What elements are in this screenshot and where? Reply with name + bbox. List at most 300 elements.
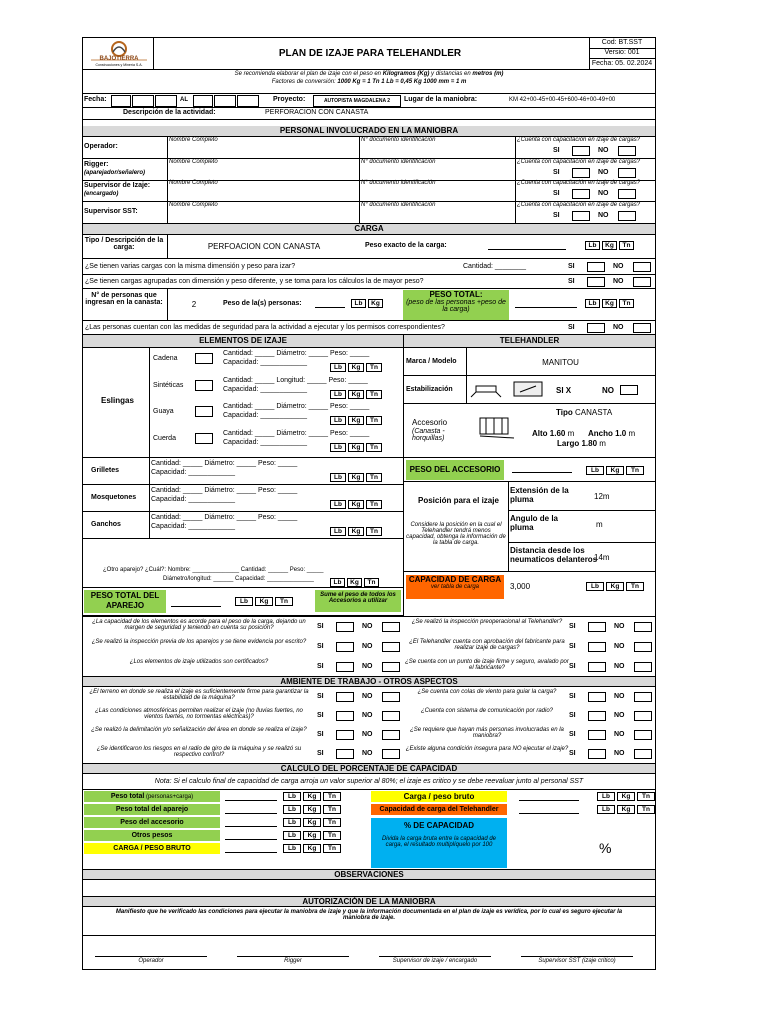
no-checkbox[interactable]: [382, 692, 400, 702]
si-label: SI: [569, 693, 576, 700]
unit-lb-button[interactable]: Lb: [283, 805, 301, 814]
company-name: BAJOTIERRA: [99, 56, 139, 62]
check-row: [83, 637, 655, 657]
carga-bruto-label: Carga / peso bruto: [371, 791, 507, 802]
unit-tn-button[interactable]: Tn: [366, 527, 382, 536]
eslinga-checkbox[interactable]: [195, 433, 213, 444]
ext-label: Extensión de la pluma: [510, 486, 569, 504]
si-checkbox[interactable]: [336, 749, 354, 759]
unit-lb-button[interactable]: Lb: [585, 241, 600, 250]
form-date: Fecha: 05. 02.2024: [591, 60, 653, 67]
carga-q1-text: ¿Se tienen varias cargas con la misma dimensión y peso para izar?: [85, 263, 296, 270]
accesorio-units: [586, 466, 644, 475]
signature-line[interactable]: [95, 956, 207, 957]
eslinga-line2[interactable]: Capacidad: ____________: [223, 412, 308, 419]
recommendation-line2: Factores de conversión: 1000 Kg = 1 Tn 1 Lb = 0,45 Kg 1000 mm = 1 m: [271, 79, 467, 85]
otro-aparejo-l2[interactable]: Diámetro/longitud: ______ Capacidad: ______________: [163, 576, 314, 582]
unit-tn-button[interactable]: Tn: [366, 390, 382, 399]
unit-tn-button[interactable]: Tn: [275, 597, 293, 606]
no-checkbox[interactable]: [634, 692, 652, 702]
no-label: NO: [598, 147, 609, 154]
eslinga-item: [149, 348, 403, 374]
signature-label: Operador: [138, 958, 164, 964]
elementos-header: ELEMENTOS DE IZAJE: [83, 335, 403, 347]
eslinga-type: Cadena: [153, 355, 178, 362]
unit-tn-button[interactable]: Tn: [619, 299, 634, 308]
unit-kg-button[interactable]: Kg: [303, 805, 321, 814]
si-checkbox[interactable]: [572, 189, 590, 199]
carga-q1-row: [83, 259, 655, 275]
no-checkbox[interactable]: [633, 323, 651, 333]
aparejo-line1[interactable]: Cantidad: _____ Diámetro: _____ Peso: _____: [151, 514, 298, 521]
observaciones-header: OBSERVACIONES: [83, 869, 655, 880]
si-label: SI: [568, 278, 575, 285]
capacitacion-question: ¿Cuenta con capacitación en izaje de cargas?: [517, 201, 641, 208]
proyecto-label: Proyecto:: [273, 96, 306, 103]
aparejo-line2[interactable]: Capacidad: ____________: [151, 469, 236, 476]
personas-units: [351, 299, 383, 308]
unit-kg-button[interactable]: Kg: [606, 466, 624, 475]
stabilizer-icon: [512, 380, 544, 398]
aparejo-line1[interactable]: Cantidad: _____ Diámetro: _____ Peso: _____: [151, 487, 298, 494]
unit-tn-button[interactable]: Tn: [366, 443, 382, 452]
si-checkbox[interactable]: [336, 730, 354, 740]
unit-kg-button[interactable]: Kg: [303, 831, 321, 840]
calculo-field[interactable]: [225, 818, 277, 827]
ambiente-row: [83, 744, 655, 763]
no-label: NO: [614, 643, 625, 650]
unit-tn-button[interactable]: Tn: [323, 831, 341, 840]
eslinga-line2[interactable]: Capacidad: ____________: [223, 359, 308, 366]
no-label: NO: [598, 168, 609, 176]
si-label: SI: [569, 663, 576, 670]
calculo-field[interactable]: [225, 831, 277, 840]
role-sublabel: (encargado): [84, 191, 119, 197]
eslingas-block: [83, 348, 403, 458]
otro-units: [330, 578, 379, 587]
aparejo-row: [83, 458, 403, 485]
calculo-row: [83, 842, 371, 855]
ambiente-question: ¿El terreno en donde se realiza el izaje es suficientemente firme para garantizar la estabilidad de la máquina?: [89, 689, 309, 701]
name-field[interactable]: Nombre Completo: [169, 158, 218, 165]
no-checkbox[interactable]: [382, 749, 400, 759]
unit-lb-button[interactable]: Lb: [597, 792, 615, 801]
calculo-row: [83, 829, 371, 842]
unit-lb-button[interactable]: Lb: [330, 443, 346, 452]
unit-tn-button[interactable]: Tn: [626, 466, 644, 475]
ambiente-row: [83, 725, 655, 744]
ang-field[interactable]: m: [596, 520, 603, 529]
document-field[interactable]: N° documento identificación: [361, 201, 436, 208]
si-checkbox[interactable]: [587, 323, 605, 333]
peso-aparejo-label: PESO TOTAL DEL APAREJO: [84, 590, 166, 613]
si-checkbox[interactable]: [588, 711, 606, 721]
al-label: AL: [180, 97, 188, 103]
estab-no: NO: [602, 386, 614, 395]
observaciones-field[interactable]: [83, 880, 655, 936]
unit-kg-button[interactable]: Kg: [348, 416, 364, 425]
carga-q3-row: [83, 321, 655, 335]
n-personas-field[interactable]: 2: [191, 300, 197, 309]
largo-field[interactable]: Largo 1.80 m: [557, 439, 606, 448]
unit-kg-button[interactable]: Kg: [303, 844, 321, 853]
signature-line[interactable]: [521, 956, 633, 957]
unit-tn-button[interactable]: Tn: [366, 363, 382, 372]
telehandler-block: [404, 348, 655, 616]
unit-lb-button[interactable]: Lb: [330, 416, 346, 425]
unit-tn-button[interactable]: Tn: [323, 818, 341, 827]
unit-tn-button[interactable]: Tn: [366, 473, 382, 482]
no-label: NO: [614, 663, 625, 670]
no-checkbox[interactable]: [382, 642, 400, 652]
calculo-field[interactable]: [225, 792, 277, 801]
no-label: NO: [598, 211, 609, 219]
signature-label: Rigger: [284, 958, 302, 964]
sume-note: Sume el peso de todos los Accesorios a utilizar: [315, 590, 401, 612]
signature-label: Supervisor SST (izaje critico): [538, 958, 616, 964]
eslinga-line2[interactable]: Capacidad: ____________: [223, 385, 308, 393]
no-checkbox[interactable]: [618, 189, 636, 199]
unit-lb-button[interactable]: Lb: [330, 578, 345, 587]
check-question: ¿Se realizó la inspección previa de los aparejos y se tiene evidencia por escrito?: [91, 639, 307, 645]
role-label: Supervisor de Izaje:: [84, 182, 151, 189]
unit-lb-button[interactable]: Lb: [283, 792, 301, 801]
unit-lb-button[interactable]: Lb: [283, 844, 301, 853]
calculo-right: [371, 790, 655, 856]
fecha-end-month-field[interactable]: [214, 95, 236, 107]
no-label: NO: [362, 731, 373, 738]
unit-lb-button[interactable]: Lb: [283, 818, 301, 827]
calculo-label: Peso total (personas+carga): [84, 791, 220, 802]
si-checkbox[interactable]: [588, 642, 606, 652]
calculo-field[interactable]: [225, 805, 277, 814]
proyecto-field[interactable]: AUTOPISTA MAGDALENA 2: [313, 95, 401, 107]
unit-buttons: [330, 500, 382, 509]
no-label: NO: [614, 623, 625, 630]
si-checkbox[interactable]: [572, 211, 590, 221]
no-label: NO: [362, 623, 373, 630]
unit-lb-button[interactable]: Lb: [351, 299, 366, 308]
unit-kg-button[interactable]: Kg: [606, 582, 624, 591]
check-question: ¿Los elementos de izaje utilizados son certificados?: [129, 659, 269, 665]
check-question: ¿Se cuenta con un punto de izaje firme y seguro, avalado por el fabricante?: [405, 659, 569, 671]
no-label: NO: [613, 263, 624, 270]
alto-field[interactable]: Alto 1.60 m: [532, 429, 575, 438]
personal-row: [83, 202, 655, 224]
carga-peso-label: Peso exacto de la carga:: [365, 242, 447, 249]
peso-personas-label: Peso de la(s) personas:: [223, 300, 302, 307]
carga-q2-row: [83, 275, 655, 289]
unit-lb-button[interactable]: Lb: [330, 473, 346, 482]
si-checkbox[interactable]: [587, 262, 605, 272]
estab-si[interactable]: SI X: [556, 386, 572, 395]
peso-personas-field[interactable]: [315, 301, 345, 308]
name-field[interactable]: Nombre Completo: [169, 137, 218, 143]
fecha-month-field[interactable]: [132, 95, 154, 107]
unit-kg-button[interactable]: Kg: [617, 805, 635, 814]
no-label: NO: [362, 643, 373, 650]
fecha-end-year-field[interactable]: [237, 95, 259, 107]
unit-kg-button[interactable]: Kg: [617, 792, 635, 801]
ambiente-question: ¿Cuenta con sistema de comunicación por radio?: [420, 708, 554, 714]
izaje-form: [82, 37, 656, 970]
unit-buttons: [283, 818, 341, 827]
no-checkbox[interactable]: [634, 749, 652, 759]
calculo-field[interactable]: [225, 844, 277, 853]
unit-lb-button[interactable]: Lb: [283, 831, 301, 840]
no-checkbox[interactable]: [634, 730, 652, 740]
si-label: SI: [553, 211, 560, 219]
ancho-field[interactable]: Ancho 1.0 m: [588, 429, 636, 438]
carga-cantidad[interactable]: Cantidad: ________: [463, 263, 527, 270]
no-label: NO: [613, 278, 624, 285]
si-checkbox[interactable]: [588, 749, 606, 759]
no-label: NO: [614, 750, 625, 757]
peso-total-units: [585, 299, 634, 308]
carga-units: [585, 241, 634, 250]
tipo-accesorio: Tipo CANASTA: [556, 408, 613, 417]
fecha-year-field[interactable]: [155, 95, 177, 107]
no-checkbox[interactable]: [634, 622, 652, 632]
form-version: Versio: 001: [589, 48, 655, 59]
no-checkbox[interactable]: [634, 711, 652, 721]
eslinga-checkbox[interactable]: [195, 353, 213, 364]
eslinga-type: Guaya: [153, 408, 174, 415]
peso-accesorio-field[interactable]: [512, 466, 572, 473]
no-checkbox[interactable]: [382, 622, 400, 632]
no-label: NO: [362, 712, 373, 719]
pct-box: [371, 818, 507, 868]
signature-line[interactable]: [237, 956, 349, 957]
unit-lb-button[interactable]: Lb: [586, 582, 604, 591]
unit-kg-button[interactable]: Kg: [348, 390, 364, 399]
unit-tn-button[interactable]: Tn: [323, 805, 341, 814]
no-checkbox[interactable]: [633, 262, 651, 272]
aparejo-line1[interactable]: Cantidad: _____ Diámetro: _____ Peso: _____: [151, 460, 298, 467]
no-checkbox[interactable]: [382, 662, 400, 672]
si-label: SI: [569, 623, 576, 630]
no-checkbox[interactable]: [634, 662, 652, 672]
aparejo-name: Grilletes: [91, 467, 120, 474]
marca-label: Marca / Modelo: [406, 358, 457, 365]
unit-buttons: [330, 473, 382, 482]
pct-label: % DE CAPACIDAD: [403, 821, 475, 830]
capacidad-carga-sub: ver tabla de carga: [430, 584, 480, 590]
cap-tele-field[interactable]: [519, 805, 579, 814]
unit-lb-button[interactable]: Lb: [330, 527, 346, 536]
unit-kg-button[interactable]: Kg: [348, 527, 364, 536]
recommendation-line1: Se recomienda elaborar el plan de izaje con el peso en Kilogramos (Kg) y distancias en metros (m): [234, 71, 504, 77]
si-checkbox[interactable]: [336, 622, 354, 632]
unit-tn-button[interactable]: Tn: [366, 500, 382, 509]
si-label: SI: [569, 731, 576, 738]
unit-kg-button[interactable]: Kg: [348, 500, 364, 509]
no-checkbox[interactable]: [382, 711, 400, 721]
unit-lb-button[interactable]: Lb: [597, 805, 615, 814]
ambiente-question: ¿Se realizó la delimitación y/o señalización del área en donde se realiza el izaje?: [91, 727, 307, 733]
peso-aparejo-field[interactable]: [171, 600, 221, 607]
si-checkbox[interactable]: [572, 146, 590, 156]
eslinga-line1[interactable]: Cantidad: _____ Diámetro: _____ Peso: _____: [223, 350, 370, 357]
si-checkbox[interactable]: [588, 662, 606, 672]
ang-label: Angulo de la pluma: [510, 514, 558, 532]
cap-tele-label: Capacidad de carga del Telehandler: [371, 804, 507, 815]
eslinga-type: Cuerda: [153, 434, 176, 442]
si-checkbox[interactable]: [572, 168, 590, 178]
calculo-label: Peso del accesorio: [84, 817, 220, 828]
no-checkbox[interactable]: [618, 146, 636, 156]
si-label: SI: [317, 731, 324, 738]
unit-kg-button[interactable]: Kg: [303, 818, 321, 827]
dist-field[interactable]: 14m: [594, 553, 610, 562]
carga-peso-field[interactable]: [488, 241, 566, 250]
si-checkbox[interactable]: [336, 692, 354, 702]
unit-kg-button[interactable]: Kg: [255, 597, 273, 606]
no-checkbox[interactable]: [633, 277, 651, 287]
checks-block: [83, 616, 655, 676]
unit-kg-button[interactable]: Kg: [347, 578, 362, 587]
unit-lb-button[interactable]: Lb: [330, 363, 346, 372]
carga-bruto-field[interactable]: [519, 792, 579, 801]
si-checkbox[interactable]: [588, 622, 606, 632]
eslinga-line1[interactable]: Cantidad: _____ Diámetro: _____ Peso: _____: [223, 429, 370, 437]
telehandler-header: TELEHANDLER: [404, 335, 655, 347]
marca-field[interactable]: MANITOU: [542, 358, 579, 367]
document-field[interactable]: N° documento identificación: [361, 180, 436, 186]
fecha-end-day-field[interactable]: [193, 95, 213, 107]
si-label: SI: [569, 643, 576, 650]
form-code: Cod: BT.SST: [589, 38, 655, 49]
no-checkbox[interactable]: [618, 211, 636, 221]
personal-header: PERSONAL INVOLUCRADO EN LA MANIOBRA: [83, 126, 655, 137]
unit-lb-button[interactable]: Lb: [330, 390, 346, 399]
unit-buttons: [283, 792, 341, 801]
ambiente-row: [83, 687, 655, 706]
pct-field[interactable]: %: [599, 840, 612, 856]
si-checkbox[interactable]: [336, 662, 354, 672]
signature-line[interactable]: [379, 956, 491, 957]
unit-buttons: [330, 390, 382, 399]
document-field[interactable]: N° documento identificación: [361, 137, 436, 143]
aparejo-line2[interactable]: Capacidad: ____________: [151, 523, 236, 530]
unit-lb-button[interactable]: Lb: [235, 597, 253, 606]
carga-q2-text: ¿Se tienen cargas agrupadas con dimensión y peso diferente, y se toma para los cálculos la de mayor peso?: [85, 278, 424, 285]
unit-kg-button[interactable]: Kg: [348, 443, 364, 452]
si-label: SI: [569, 750, 576, 757]
unit-kg-button[interactable]: Kg: [348, 473, 364, 482]
si-label: SI: [317, 693, 324, 700]
unit-kg-button[interactable]: Kg: [602, 241, 617, 250]
si-checkbox[interactable]: [588, 692, 606, 702]
unit-tn-button[interactable]: Tn: [323, 792, 341, 801]
unit-tn-button[interactable]: Tn: [364, 578, 379, 587]
carga-tipo-field[interactable]: PERFOACION CON CANASTA: [207, 242, 321, 251]
aparejo-line2[interactable]: Capacidad: ____________: [151, 496, 236, 503]
signature-label: Supervisor de izaje / encargado: [392, 958, 478, 964]
unit-lb-button[interactable]: Lb: [330, 500, 346, 509]
calculo-label: Peso total del aparejo: [84, 804, 220, 815]
unit-tn-button[interactable]: Tn: [323, 844, 341, 853]
ext-field[interactable]: 12m: [594, 492, 610, 501]
accesorio-sub: (Canasta - horquillas): [412, 428, 445, 442]
peso-aparejo-row: [83, 588, 403, 616]
fecha-day-field[interactable]: [111, 95, 131, 107]
ambiente-question: ¿Se requiere que hayan más personas involucradas en la maniobra?: [410, 727, 564, 739]
peso-total-field[interactable]: [515, 301, 577, 308]
carga-q3-text: ¿Las personas cuentan con las medidas de seguridad para la actividad a ejecutar y los permisos correspondientes?: [85, 324, 445, 331]
si-label: SI: [317, 712, 324, 719]
ambiente-question: ¿Existe alguna condición insegura para NO ejecutar el izaje?: [405, 746, 569, 752]
personal-row: [83, 180, 655, 202]
no-checkbox[interactable]: [382, 730, 400, 740]
check-question: ¿El Telehandler cuenta con aprobación del fabricante para realizar izaje de cargas?: [409, 639, 565, 651]
unit-lb-button[interactable]: Lb: [585, 299, 600, 308]
lugar-field[interactable]: KM 42+00-45+00-45+600-46+00-49+00: [509, 97, 616, 103]
unit-kg-button[interactable]: Kg: [368, 299, 383, 308]
no-label: NO: [362, 663, 373, 670]
si-label: SI: [553, 190, 560, 197]
unit-lb-button[interactable]: Lb: [586, 466, 604, 475]
unit-tn-button[interactable]: Tn: [637, 805, 655, 814]
capacidad-units: [586, 582, 644, 591]
name-field[interactable]: Nombre Completo: [169, 180, 218, 186]
pct-sub: Divida la carga bruta entre la capacidad de carga, el resultado multiplíquelo por 100: [381, 836, 497, 848]
si-checkbox[interactable]: [588, 730, 606, 740]
eslingas-label: Eslingas: [101, 396, 134, 405]
eslinga-checkbox[interactable]: [195, 380, 213, 391]
no-checkbox[interactable]: [634, 642, 652, 652]
eslinga-line1[interactable]: Cantidad: _____ Longitud: _____ Peso: _____: [223, 376, 368, 384]
no-checkbox[interactable]: [618, 168, 636, 178]
role-label: Rigger:: [84, 160, 109, 168]
role-sublabel: (aparejador/señalero): [84, 169, 146, 176]
no-checkbox[interactable]: [620, 385, 638, 395]
info-row: [83, 94, 655, 108]
posicion-label: Posición para el izaje: [418, 496, 499, 505]
si-checkbox[interactable]: [336, 711, 354, 721]
si-label: SI: [317, 623, 324, 630]
no-label: NO: [614, 731, 625, 738]
si-checkbox[interactable]: [587, 277, 605, 287]
unit-kg-button[interactable]: Kg: [303, 792, 321, 801]
eslinga-line2[interactable]: Capacidad: ____________: [223, 438, 308, 446]
unit-tn-button[interactable]: Tn: [366, 416, 382, 425]
unit-kg-button[interactable]: Kg: [602, 299, 617, 308]
name-field[interactable]: Nombre Completo: [169, 201, 218, 208]
desc-field[interactable]: PERFORACION CON CANASTA: [265, 109, 369, 116]
unit-tn-button[interactable]: Tn: [626, 582, 644, 591]
accesorio-label: Accesorio: [412, 418, 448, 427]
eslinga-item: [149, 375, 403, 401]
eslinga-checkbox[interactable]: [195, 406, 213, 417]
capacidad-carga-field[interactable]: 3,000: [510, 582, 531, 591]
document-field[interactable]: N° documento identificación: [361, 158, 436, 165]
si-checkbox[interactable]: [336, 642, 354, 652]
unit-kg-button[interactable]: Kg: [348, 363, 364, 372]
autorizacion-header: AUTORIZACIÓN DE LA MANIOBRA: [83, 896, 655, 907]
si-label: SI: [568, 324, 575, 331]
unit-tn-button[interactable]: Tn: [637, 792, 655, 801]
eslinga-line1[interactable]: Cantidad: _____ Diámetro: _____ Peso: _____: [223, 403, 370, 410]
personas-row: [83, 289, 655, 321]
aparejo-row: [83, 485, 403, 512]
unit-buttons: [283, 805, 341, 814]
form-title: PLAN DE IZAJE PARA TELEHANDLER: [278, 48, 462, 59]
company-logo: [87, 40, 151, 68]
actividad-row: [83, 108, 655, 120]
unit-tn-button[interactable]: Tn: [619, 241, 634, 250]
otro-aparejo-l1[interactable]: ¿Otro aparejo? ¿Cuál?: Nombre: ______________ Cantidad: ______ Peso: _____: [103, 567, 324, 573]
